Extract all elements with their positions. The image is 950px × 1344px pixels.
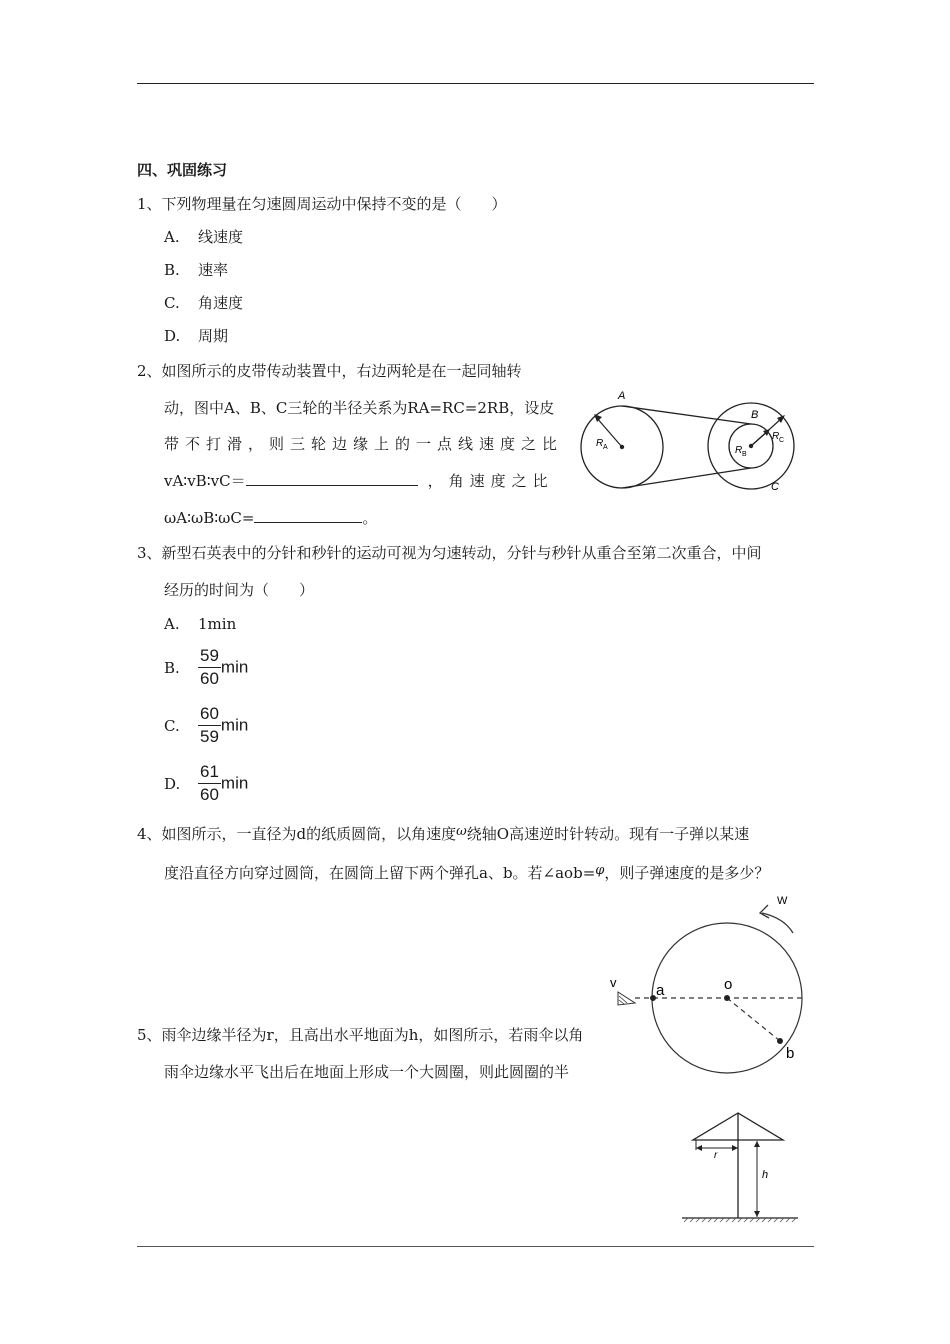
omega-symbol: ω [456,824,467,839]
q5-line2: 雨伞边缘水平飞出后在地面上形成一个大圆圈，则此圆圈的半 [164,1063,570,1081]
q3-option-d [164,761,248,806]
point-b [777,1038,783,1044]
q3-line2: 经历的时间为（ ） [164,581,315,599]
q1-option-d [164,326,228,346]
q2-linear-ratio-label: vA∶vB∶vC＝ [164,472,246,490]
radius-a-arrow [594,414,602,422]
q3-line1: 3、新型石英表中的分针和秒针的运动可视为匀速转动，分针与秒针从重合至第二次重合，中间 [137,544,762,562]
q5-line1: 5、雨伞边缘半径为r，且高出水平地面为h，如图所示，若雨伞以角 [137,1026,584,1044]
unit: min [220,715,249,735]
section-title: 四、巩固练习 [137,161,228,179]
label-c: C [771,481,779,493]
label-b: B [751,409,759,421]
label-o: o [724,976,733,993]
figure-background [600,888,814,1088]
q2-angular-ratio-text: ，角速度之比 [427,472,554,490]
point-o [724,995,730,1001]
fraction-numerator: 61 [198,761,221,784]
label-a: a [656,982,665,999]
option-letter: B. [164,261,180,279]
label-a: A [618,390,626,402]
fraction [198,645,221,690]
q2-line1: 2、如图所示的皮带传动装置中，右边两轮是在一起同轴转 [137,362,522,380]
belt-pulley-figure [570,378,815,498]
q3-option-a [164,614,236,634]
label-h: h [762,1169,769,1181]
radius-r-arrow-left [696,1145,702,1151]
option-text: 1min [198,615,237,633]
label-ra: R [596,438,604,449]
option-text: 线速度 [198,228,244,246]
q2-linear-ratio-blank[interactable] [246,471,418,486]
umbrella-figure [678,1108,808,1224]
q2-line3: 带不打滑，则三轮边缘上的一点线速度之比 [164,435,564,453]
q4-line2 [164,861,769,883]
q2-line4 [164,471,554,491]
fraction-denominator: 60 [200,785,219,804]
label-rb-sub: B [742,451,747,458]
q1-stem: 1、下列物理量在匀速圆周运动中保持不变的是（ ） [137,195,507,213]
q2-angular-ratio-label: ωA∶ωB∶ωC= [164,509,255,527]
rotating-cylinder-figure [600,888,814,1088]
q2-line5 [164,508,377,528]
q4-line2-b: ，则子弹速度的是多少？ [604,864,770,882]
q2-line2: 动，图中A、B、C三轮的半径关系为RA=RC=2RB，设皮 [164,399,555,417]
option-text: 角速度 [198,294,244,312]
label-v: v [610,975,617,990]
header-rule [137,83,814,84]
option-letter: D. [164,327,181,345]
q4-line1 [137,822,749,844]
q4-line1-b: 绕轴O高速逆时针转动。现有一子弹以某速 [466,825,750,843]
label-rc-sub: C [779,437,785,444]
q1-option-b [164,260,228,280]
unit: min [220,773,249,793]
q2-angular-ratio-blank[interactable] [254,508,362,523]
fraction-numerator: 60 [198,703,221,726]
q4-line2-a: 度沿直径方向穿过圆筒，在圆筒上留下两个弹孔a、b。若∠aob= [164,864,596,882]
q1-option-c [164,293,243,313]
label-r: r [714,1150,718,1161]
fraction-denominator: 59 [200,727,219,746]
belt-top [622,406,751,424]
option-letter: C. [164,716,180,735]
label-rc: R [772,431,780,442]
unit: min [220,657,249,677]
label-w: W [777,895,788,907]
option-letter: A. [164,615,180,633]
label-b: b [786,1045,795,1062]
q2-line5-end: 。 [362,509,378,527]
q3-option-b [164,645,248,690]
option-letter: A. [164,228,180,246]
option-letter: D. [164,774,181,793]
fraction-denominator: 60 [200,669,219,688]
q3-option-c [164,703,248,748]
label-ra-sub: A [603,444,608,451]
fraction [198,761,221,806]
q4-line1-a: 4、如图所示，一直径为d的纸质圆筒，以角速度 [137,825,457,843]
footer-rule [137,1246,814,1247]
height-h-arrow-top [754,1141,760,1147]
label-rb: R [735,445,743,456]
phi-symbol: φ [595,863,605,878]
fraction [198,703,221,748]
q1-option-a [164,227,243,247]
fraction-numerator: 59 [198,645,221,668]
option-letter: B. [164,658,180,677]
option-letter: C. [164,294,180,312]
option-text: 速率 [198,261,229,279]
option-text: 周期 [198,327,229,345]
height-h-arrow-bottom [754,1211,760,1217]
radius-r-arrow-right [732,1145,738,1151]
